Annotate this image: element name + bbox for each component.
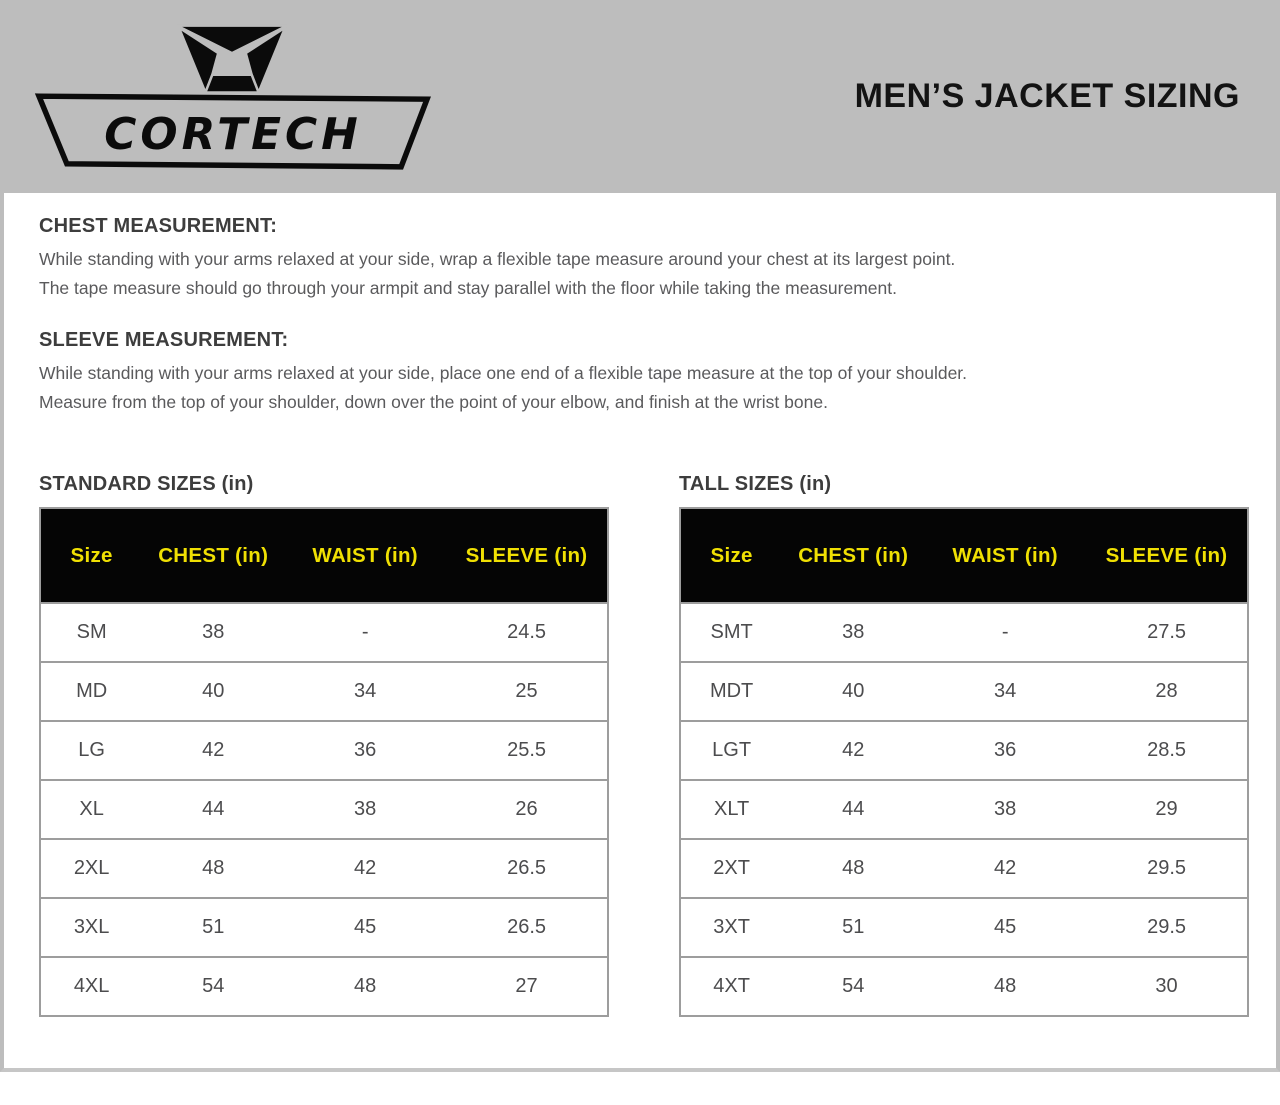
- table-cell: 38: [284, 780, 446, 839]
- table-cell: 29: [1086, 780, 1248, 839]
- table-cell: 42: [142, 721, 284, 780]
- sleeve-measurement-line-1: While standing with your arms relaxed at your side, place one end of a flexible tape measure at the top of your shoulder.: [39, 363, 968, 383]
- table-cell: 48: [782, 839, 924, 898]
- standard-sizes-title: STANDARD SIZES (in): [39, 473, 254, 495]
- table-row: [40, 721, 608, 780]
- chest-measurement-line-1: While standing with your arms relaxed at your side, wrap a flexible tape measure around your chest at its largest point.: [39, 249, 956, 269]
- table-row: [680, 957, 1248, 1016]
- content-card: [0, 193, 1280, 1072]
- table-row: [680, 721, 1248, 780]
- table-cell: 38: [782, 603, 924, 662]
- table-cell: 29.5: [1086, 839, 1248, 898]
- table-cell: 38: [142, 603, 284, 662]
- table-cell: 2XL: [40, 839, 142, 898]
- standard-sizes-table: [39, 507, 609, 1017]
- table-cell: 44: [782, 780, 924, 839]
- page-title: MEN’S JACKET SIZING: [854, 77, 1240, 115]
- tall-sizes-table: [679, 507, 1249, 1017]
- table-cell: -: [924, 603, 1086, 662]
- column-header-chest: CHEST (in): [782, 508, 924, 603]
- chest-measurement-heading: CHEST MEASUREMENT:: [39, 215, 278, 237]
- table-cell: 28.5: [1086, 721, 1248, 780]
- size-tables-row: [39, 473, 1276, 1017]
- cortech-logo: [32, 23, 432, 171]
- table-cell: 51: [782, 898, 924, 957]
- table-cell: 26: [446, 780, 608, 839]
- column-header-waist: WAIST (in): [924, 508, 1086, 603]
- table-cell: -: [284, 603, 446, 662]
- sleeve-measurement-section: [39, 329, 1276, 417]
- table-cell: SMT: [680, 603, 782, 662]
- table-cell: 42: [924, 839, 1086, 898]
- table-cell: 48: [142, 839, 284, 898]
- table-cell: 45: [924, 898, 1086, 957]
- standard-sizes-body: [40, 603, 608, 1016]
- table-cell: 36: [284, 721, 446, 780]
- standard-sizes-header: [40, 508, 608, 603]
- table-row: [680, 780, 1248, 839]
- table-row: [680, 839, 1248, 898]
- table-cell: 2XT: [680, 839, 782, 898]
- table-cell: 26.5: [446, 898, 608, 957]
- sleeve-measurement-heading: SLEEVE MEASUREMENT:: [39, 329, 289, 351]
- table-cell: 34: [924, 662, 1086, 721]
- table-cell: 48: [924, 957, 1086, 1016]
- table-cell: 27.5: [1086, 603, 1248, 662]
- table-cell: 51: [142, 898, 284, 957]
- table-cell: 44: [142, 780, 284, 839]
- table-cell: 25.5: [446, 721, 608, 780]
- table-cell: 42: [782, 721, 924, 780]
- sleeve-measurement-line-2: Measure from the top of your shoulder, down over the point of your elbow, and finish at the wrist bone.: [39, 392, 828, 412]
- table-cell: 4XL: [40, 957, 142, 1016]
- table-cell: 4XT: [680, 957, 782, 1016]
- standard-sizes-block: [39, 473, 609, 1017]
- chest-measurement-section: [39, 215, 1276, 303]
- column-header-waist: WAIST (in): [284, 508, 446, 603]
- table-cell: 3XL: [40, 898, 142, 957]
- tall-sizes-header: [680, 508, 1248, 603]
- cortech-wordmark: [33, 93, 431, 171]
- tall-sizes-body: [680, 603, 1248, 1016]
- table-cell: 40: [782, 662, 924, 721]
- table-cell: 25: [446, 662, 608, 721]
- table-header-row: [40, 508, 608, 603]
- column-header-sleeve: SLEEVE (in): [446, 508, 608, 603]
- table-row: [40, 957, 608, 1016]
- chest-measurement-line-2: The tape measure should go through your armpit and stay parallel with the floor while taking the measurement.: [39, 278, 897, 298]
- tall-sizes-block: [679, 473, 1249, 1017]
- table-cell: 26.5: [446, 839, 608, 898]
- table-row: [40, 839, 608, 898]
- table-cell: MDT: [680, 662, 782, 721]
- table-cell: XL: [40, 780, 142, 839]
- table-row: [40, 662, 608, 721]
- column-header-size: Size: [40, 508, 142, 603]
- table-cell: 27: [446, 957, 608, 1016]
- cortech-emblem-icon: [173, 23, 291, 97]
- table-cell: 30: [1086, 957, 1248, 1016]
- table-cell: 54: [782, 957, 924, 1016]
- table-cell: SM: [40, 603, 142, 662]
- table-row: [40, 780, 608, 839]
- table-cell: 54: [142, 957, 284, 1016]
- table-cell: 42: [284, 839, 446, 898]
- column-header-chest: CHEST (in): [142, 508, 284, 603]
- cortech-wordmark-text: CORTECH: [104, 108, 362, 160]
- table-cell: 29.5: [1086, 898, 1248, 957]
- table-cell: 24.5: [446, 603, 608, 662]
- table-row: [680, 662, 1248, 721]
- table-cell: XLT: [680, 780, 782, 839]
- column-header-sleeve: SLEEVE (in): [1086, 508, 1248, 603]
- table-row: [40, 603, 608, 662]
- table-cell: 36: [924, 721, 1086, 780]
- table-cell: LG: [40, 721, 142, 780]
- table-cell: 38: [924, 780, 1086, 839]
- column-header-size: Size: [680, 508, 782, 603]
- table-cell: 28: [1086, 662, 1248, 721]
- table-cell: 34: [284, 662, 446, 721]
- table-header-row: [680, 508, 1248, 603]
- table-row: [680, 603, 1248, 662]
- table-cell: LGT: [680, 721, 782, 780]
- masthead: [0, 0, 1280, 193]
- table-cell: 45: [284, 898, 446, 957]
- table-row: [40, 898, 608, 957]
- table-cell: 3XT: [680, 898, 782, 957]
- table-cell: 48: [284, 957, 446, 1016]
- table-cell: 40: [142, 662, 284, 721]
- tall-sizes-title: TALL SIZES (in): [679, 473, 832, 495]
- table-row: [680, 898, 1248, 957]
- table-cell: MD: [40, 662, 142, 721]
